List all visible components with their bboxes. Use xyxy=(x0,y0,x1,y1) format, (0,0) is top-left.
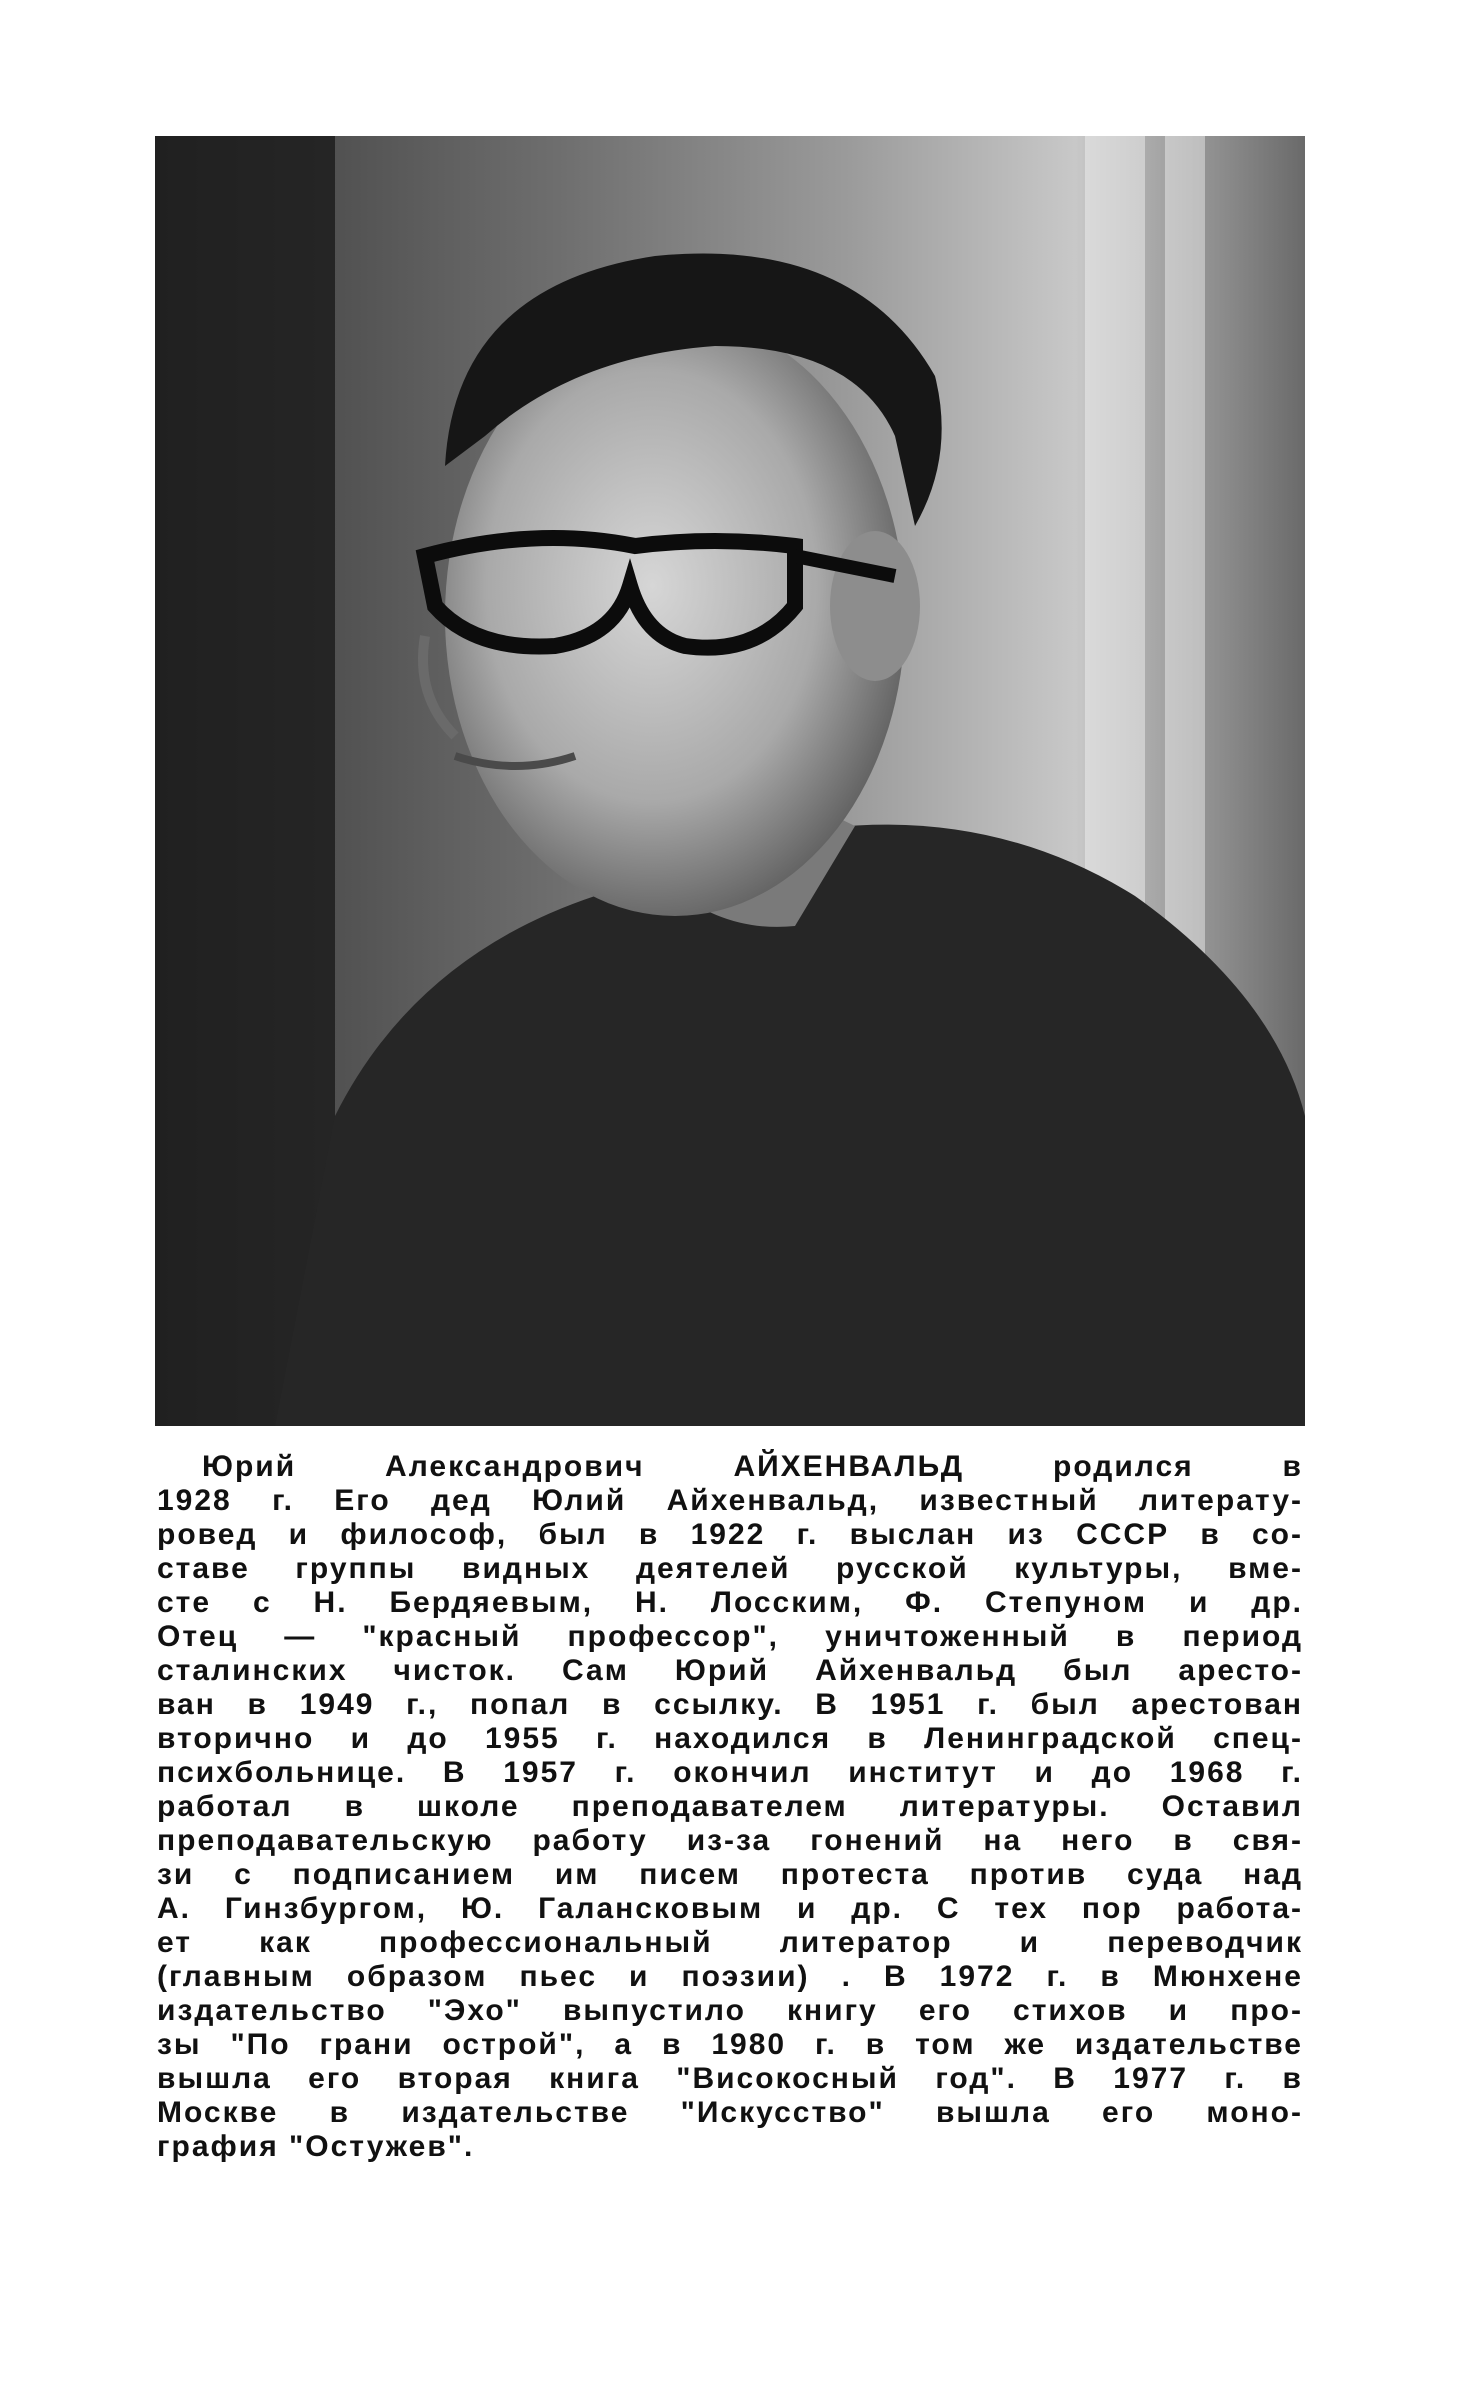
bio-line: ровед и философ, был в 1922 г. выслан из СССР в со- xyxy=(157,1518,1303,1551)
bio-line: сталинских чисток. Сам Юрий Айхенвальд был аресто- xyxy=(157,1654,1303,1687)
bio-line: А. Гинзбургом, Ю. Галансковым и др. С тех пор работа- xyxy=(157,1892,1303,1925)
bio-line: Отец — "красный профессор", уничтоженный в период xyxy=(157,1620,1303,1653)
bio-line: вышла его вторая книга "Високосный год". В 1977 г. в xyxy=(157,2062,1303,2095)
bio-line: издательство "Эхо" выпустило книгу его стихов и про- xyxy=(157,1994,1303,2027)
bio-line: Москве в издательстве "Искусство" вышла его моно- xyxy=(157,2096,1303,2129)
bio-line: графия "Остужев". xyxy=(157,2130,475,2163)
bio-line: (главным образом пьес и поэзии) . В 1972 г. в Мюнхене xyxy=(157,1960,1303,1993)
bio-line: зи с подписанием им писем протеста против суда над xyxy=(157,1858,1303,1891)
bio-line: ставе группы видных деятелей русской культуры, вме- xyxy=(157,1552,1303,1585)
bio-line: работал в школе преподавателем литературы. Оставил xyxy=(157,1790,1303,1823)
bio-line: 1928 г. Его дед Юлий Айхенвальд, известный литерату- xyxy=(157,1484,1303,1517)
bio-line: зы "По грани острой", а в 1980 г. в том же издательстве xyxy=(157,2028,1303,2061)
author-biography xyxy=(157,1450,1303,2164)
bio-line: сте с Н. Бердяевым, Н. Лосским, Ф. Степуном и др. xyxy=(157,1586,1303,1619)
bio-line: преподавательскую работу из-за гонений на него в свя- xyxy=(157,1824,1303,1857)
bio-line: ван в 1949 г., попал в ссылку. В 1951 г. был арестован xyxy=(157,1688,1303,1721)
author-portrait-photo xyxy=(155,136,1305,1426)
bio-line: ет как профессиональный литератор и переводчик xyxy=(157,1926,1303,1959)
portrait-photo-icon xyxy=(155,136,1305,1426)
bio-line: вторично и до 1955 г. находился в Ленинградской спец- xyxy=(157,1722,1303,1755)
bio-line: Юрий Александрович АЙХЕНВАЛЬД родился в xyxy=(202,1450,1303,1483)
bio-line: психбольнице. В 1957 г. окончил институт и до 1968 г. xyxy=(157,1756,1303,1789)
